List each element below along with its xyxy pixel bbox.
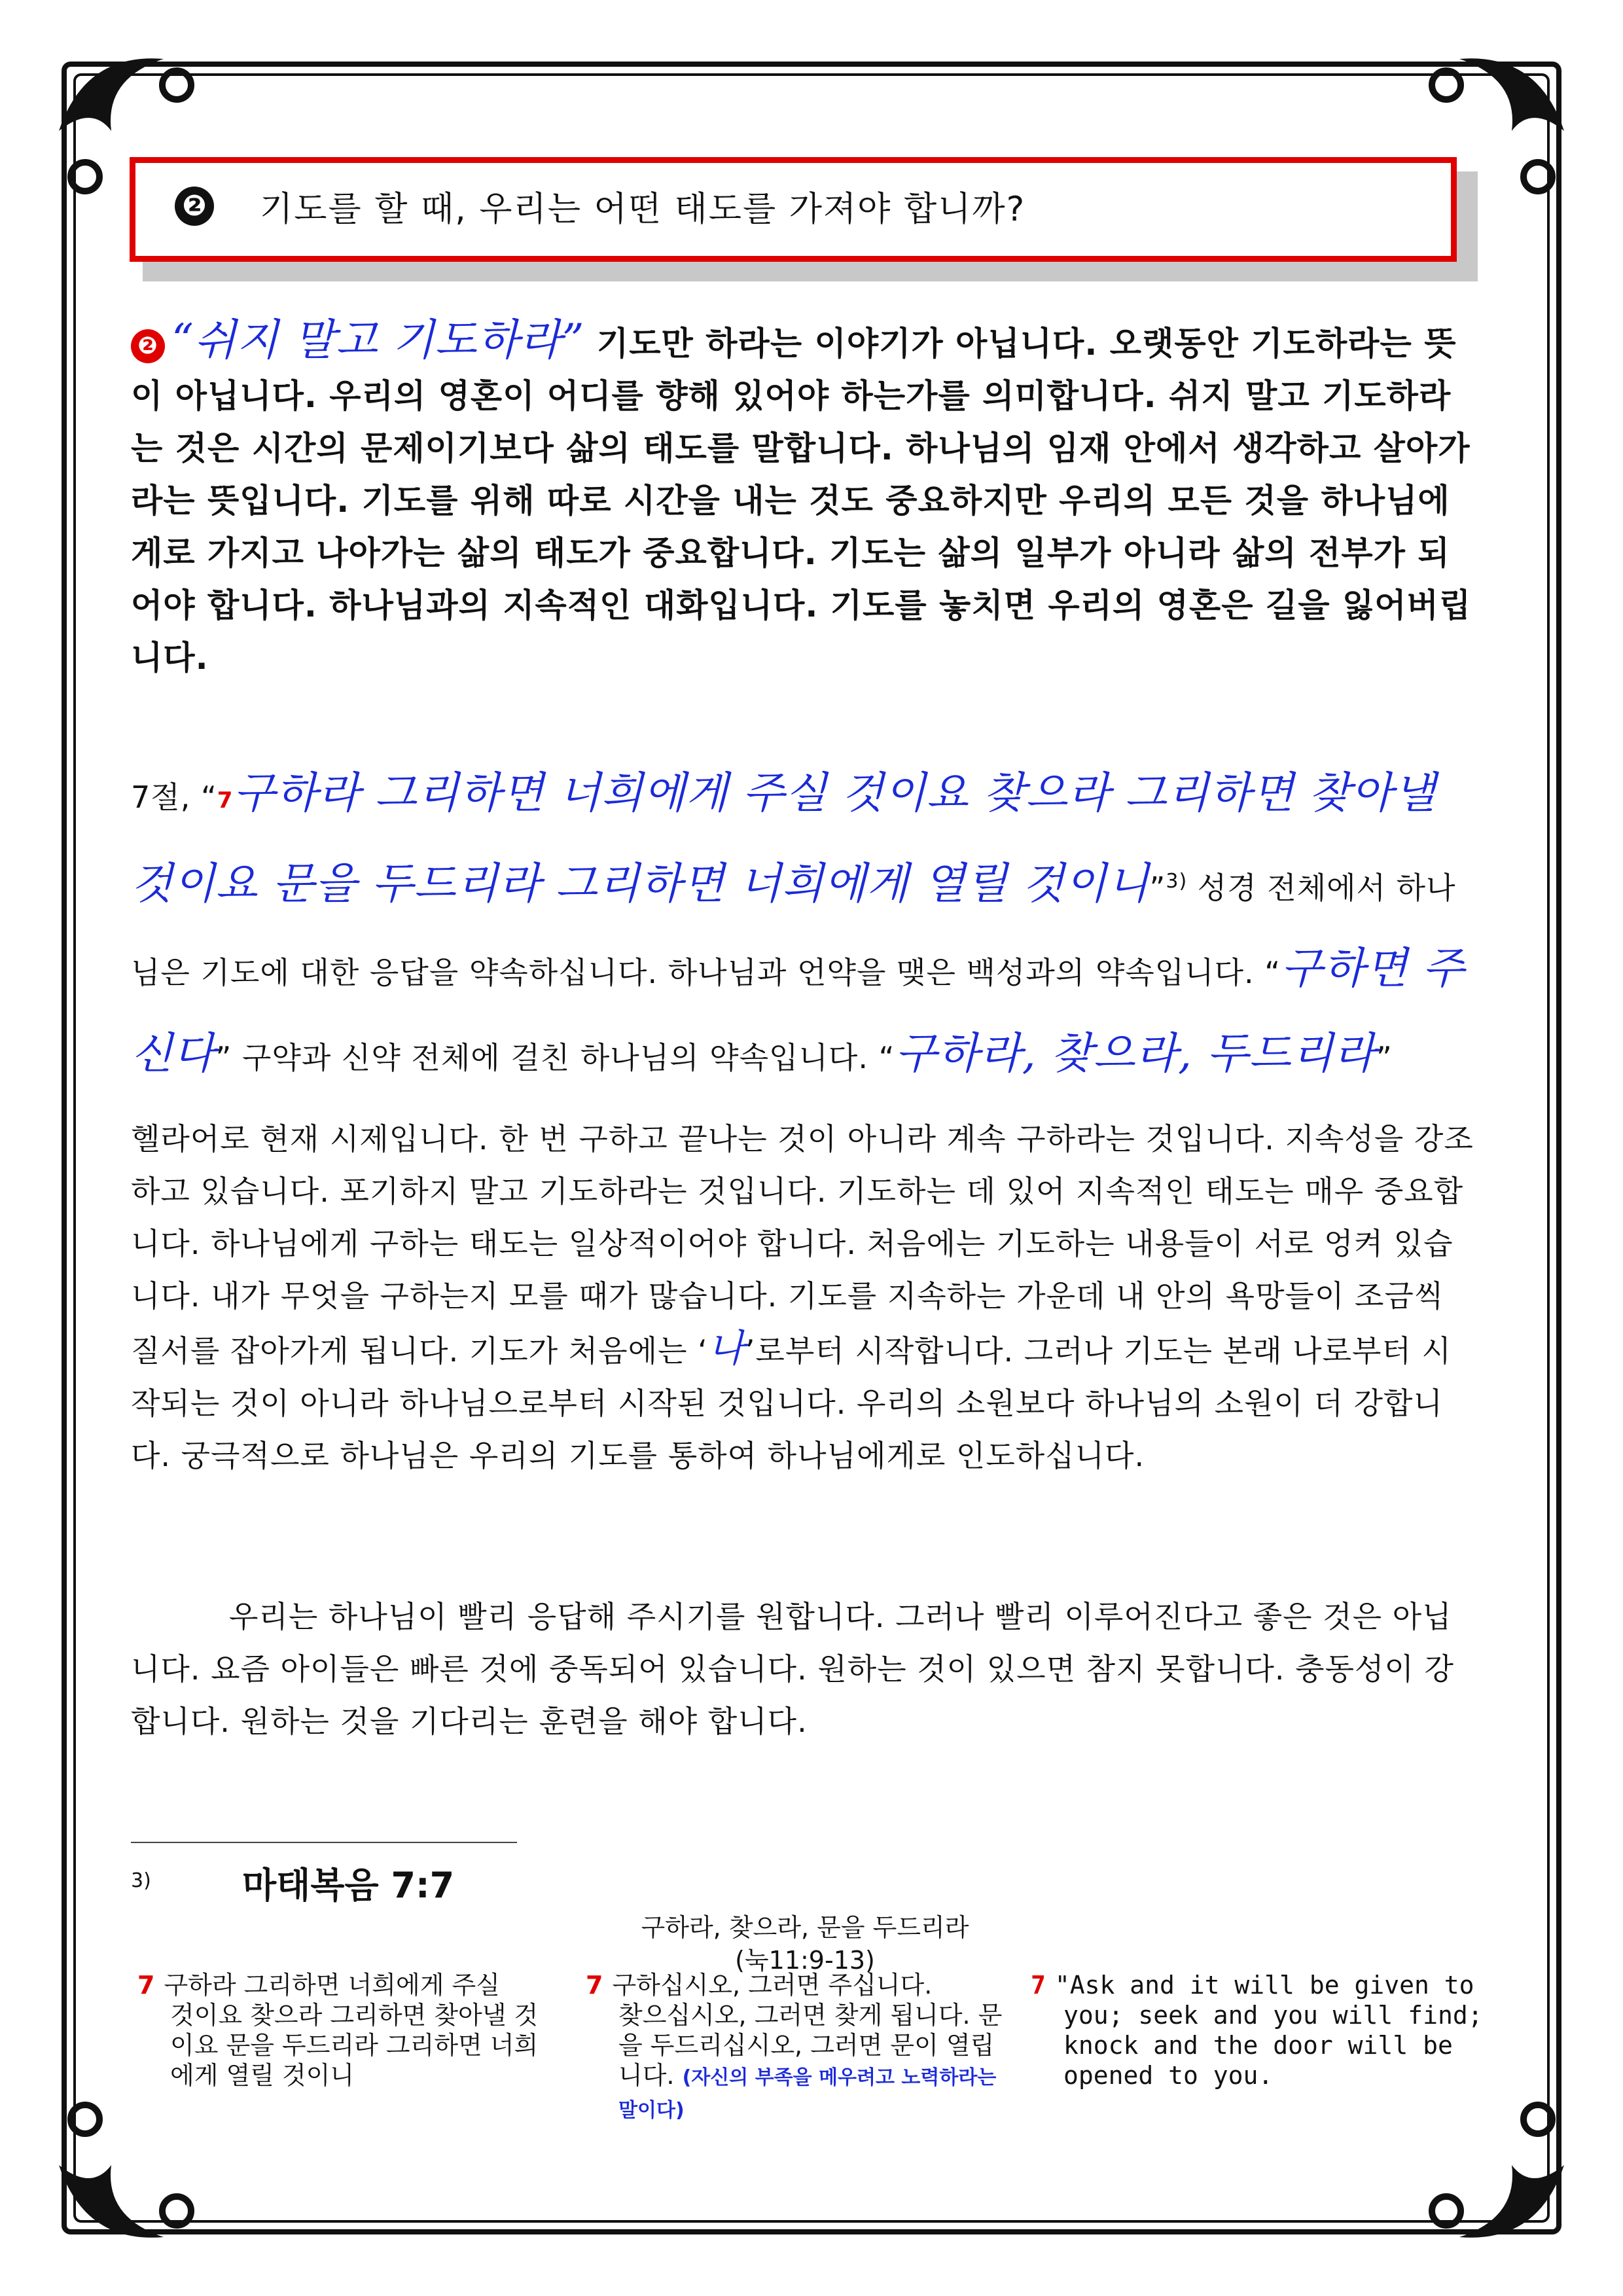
verse-close-quote: ” <box>1149 870 1166 906</box>
col1-verse-number: 7 <box>137 1971 155 2000</box>
text-d: 헬라어로 현재 시제입니다. 한 번 구하고 끝나는 것이 아니라 계속 구하라는 것입니다. 지속성을 강조하고 있습니다. 포기하지 말고 기도하라는 것입니다. 기도하는 데 있어 지속적인 태도는 매우 중요합니다. 하나님에게 구하는 태도는 일상적이어야 합니다. 처음에는 기도하는 내용들이 서로 엉켜 있습니다. 내가 무엇을 구하는지 모를 때가 많습니다. 기도를 지속하는 가운데 내 안의 욕망들이 조금씩 질서를 잡아가게 됩니다. 기도가 처음에는 ‘ <box>131 1121 1474 1369</box>
answer-number: ❷ <box>131 329 165 363</box>
paragraph-continued <box>131 1113 1479 1482</box>
answer-quote: “쉬지 말고 기도하라” <box>171 315 585 365</box>
col1-first-line: 구하라 그리하면 너희에게 주실 <box>164 1971 500 2000</box>
paragraph-2 <box>131 1590 1479 1748</box>
answer-text: 기도만 하라는 이야기가 아닙니다. 오랫동안 기도하라는 뜻이 아닙니다. 우리의 영혼이 어디를 향해 있어야 하는가를 의미합니다. 쉬지 말고 기도하라는 것은 시간의 문제이기보다 삶의 태도를 말합니다. 하나님의 임재 안에서 생각하고 살아가라는 뜻입니다. 기도를 위해 따로 시간을 내는 것도 중요하지만 우리의 모든 것을 하나님에게로 가지고 나아가는 삶의 태도가 중요합니다. 기도는 삶의 일부가 아니라 삶의 전부가 되어야 합니다. 하나님과의 지속적인 대화입니다. 기도를 놓치면 우리의 영혼은 길을 잃어버립니다. <box>131 325 1472 677</box>
footnote-subref: (눅11:9-13) <box>735 1946 875 1975</box>
footnote-divider <box>131 1842 517 1843</box>
footnote-column-modern <box>586 1970 1005 2126</box>
col3-rest: you; seek and you will find; knock and the door will be opened to you. <box>1063 2001 1483 2090</box>
paragraph-2-text: 우리는 하나님이 빨리 응답해 주시기를 원합니다. 그러나 빨리 이루어진다고 좋은 것은 아닙니다. 요즘 아이들은 빠른 것에 중독되어 있습니다. 원하는 것이 있으면 참지 못합니다. 충동성이 강합니다. 원하는 것을 기다리는 훈련을 해야 합니다. <box>131 1599 1454 1739</box>
verse-prefix: 7절, “ <box>131 780 217 815</box>
col2-note: (자신의 부족을 메우려고 노력하라는 말이다) <box>618 2066 997 2122</box>
footnote-title: 마태복음 7:7 <box>242 1865 455 1906</box>
footnote-column-english <box>1031 1970 1489 2090</box>
text-c: ” <box>1376 1040 1393 1076</box>
answer-paragraph <box>131 314 1472 684</box>
quote-c: 나 <box>707 1326 745 1371</box>
col2-verse-number: 7 <box>586 1971 603 2000</box>
footnote-column-krv <box>137 1970 556 2090</box>
col2-first-line: 구하십시오, 그러면 주십니다. <box>612 1971 933 2000</box>
verse-number: 7 <box>217 787 234 814</box>
footnote-label: 3) <box>131 1869 151 1892</box>
footnote-ref[interactable]: 3) <box>1166 870 1188 893</box>
footnote-subtitle <box>576 1911 1034 1977</box>
verse-quote: 구하라 그리하면 너희에게 주실 것이요 찾으라 그리하면 찾아낼 것이요 문을 두드리라 그리하면 너희에게 열릴 것이니 <box>131 768 1436 909</box>
col3-verse-number: 7 <box>1031 1971 1046 2000</box>
quote-b: 구하라, 찾으라, 두드리라 <box>895 1028 1376 1079</box>
question-number: ❷ <box>175 187 214 226</box>
footnote-subtitle-text: 구하라, 찾으라, 문을 두드리라 <box>641 1913 969 1942</box>
verse-paragraph <box>131 753 1479 1098</box>
col1-rest: 것이요 찾으라 그리하면 찾아낼 것이요 문을 두드리라 그리하면 너희에게 열릴 것이니 <box>170 2001 539 2090</box>
text-b: ” 구약과 신약 전체에 걸친 하나님의 약속입니다. “ <box>215 1040 895 1076</box>
quote-a: 구하면 주신다 <box>131 943 1465 1079</box>
col2-rest: 찾으십시오, 그러면 찾게 됩니다. 문을 두드리십시오, 그러면 문이 열립니다. <box>618 2001 1003 2090</box>
question-box <box>130 157 1457 262</box>
text-a: 성경 전체에서 하나님은 기도에 대한 응답을 약속하십니다. 하나님과 언약을 맺은 백성과의 약속입니다. “ <box>131 870 1456 991</box>
col3-first-line: "Ask and it will be given to <box>1054 1971 1474 2000</box>
question-text: 기도를 할 때, 우리는 어떤 태도를 가져야 합니까? <box>260 190 1026 229</box>
text-e: ’로부터 시작합니다. 그러나 기도는 본래 나로부터 시작되는 것이 아니라 하나님으로부터 시작된 것입니다. 우리의 소원보다 하나님의 소원이 더 강합니다. 궁극적으로 하나님은 우리의 기도를 통하여 하나님에게로 인도하십니다. <box>131 1333 1452 1473</box>
